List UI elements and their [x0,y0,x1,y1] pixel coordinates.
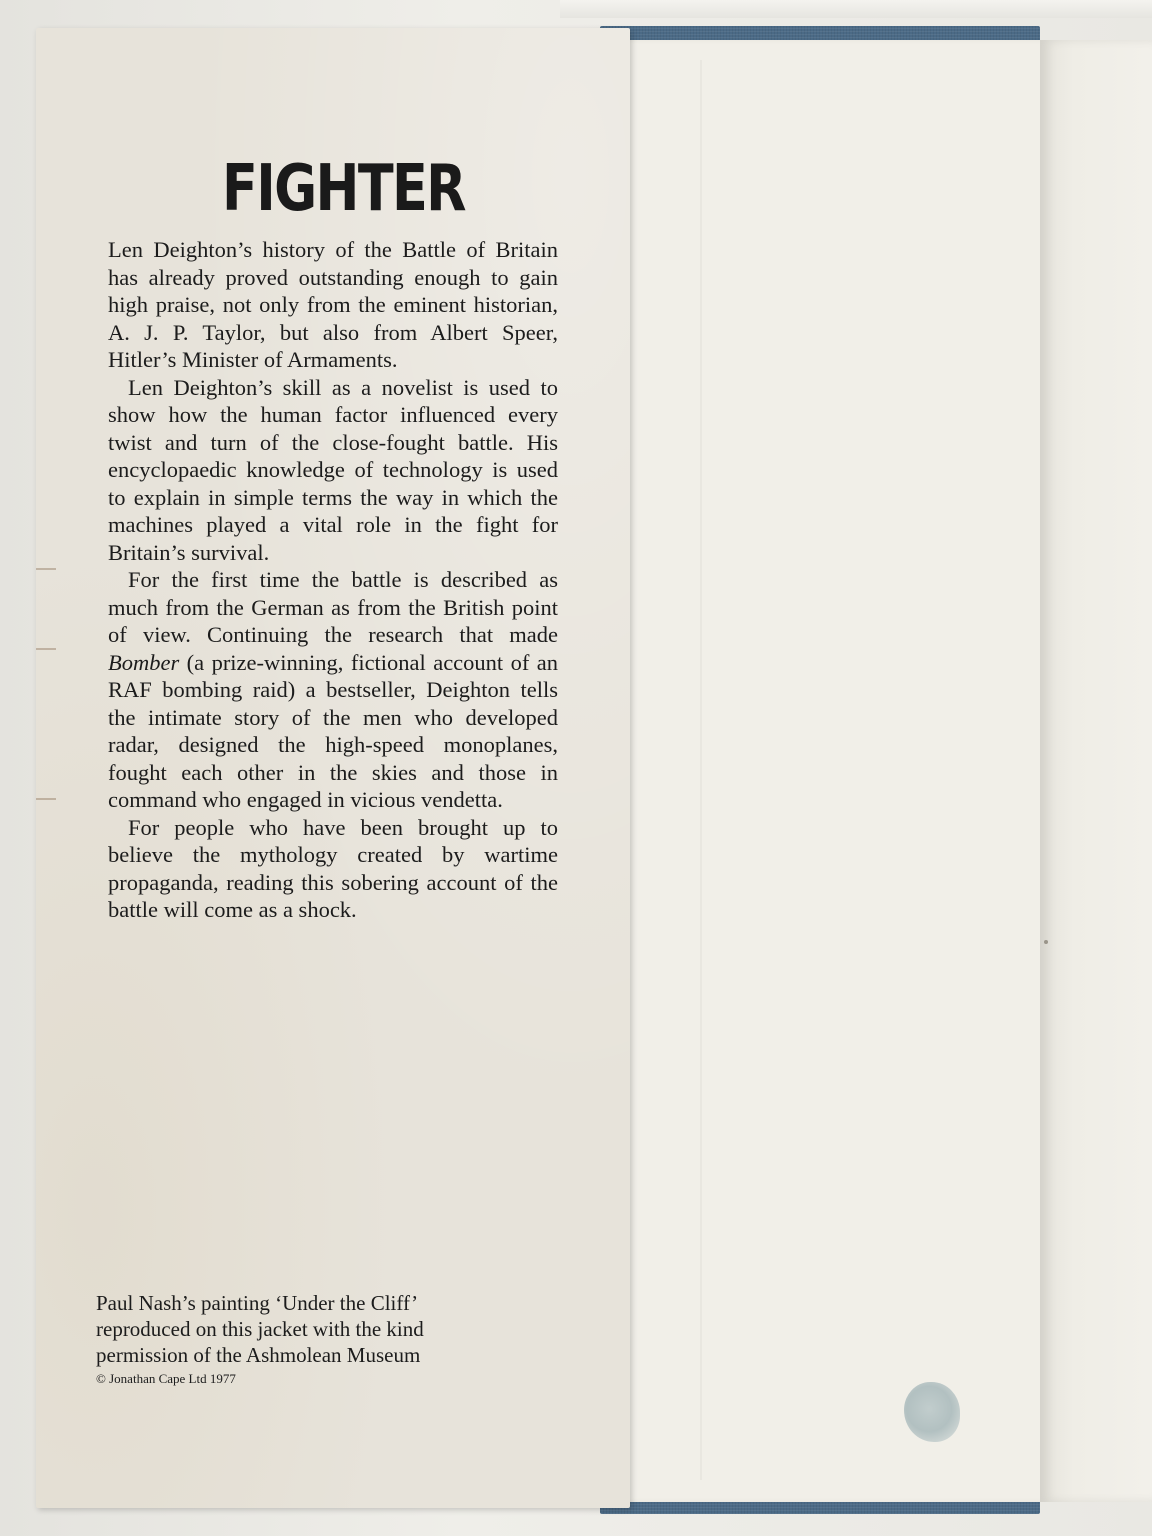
credit-line-1: Paul Nash’s painting ‘Under the Cliff’ [96,1291,419,1315]
blurb-paragraph-3-start: For the first time the battle is described as much from the German as from the British point of view. Continuing the research that made [108,567,558,647]
credit-line-2: reproduced on this jacket with the kind [96,1317,424,1341]
endpaper-crease [700,60,702,1480]
credit-line-3: permission of the Ashmolean Museum [96,1343,421,1367]
endpaper-page [628,40,1050,1502]
blurb-paragraph-3-end: (a prize-winning, fictional account of an RAF bombing raid) a bestseller, Deighton tells the intimate story of the men who developed radar, designed the high-speed monoplanes, fought each other in the skies and those in command who engaged in vicious vendetta. [108,649,558,812]
endpaper-hinge [1040,40,1152,1502]
foxing-spot [1044,940,1048,944]
flap-blurb [108,236,558,924]
blurb-paragraph-1: Len Deighton’s history of the Battle of Britain has already proved outstanding enough to gain high praise, not only from the eminent historian, A. J. P. Taylor, but also from Albert Speer, Hitler’s Minister of Armaments. [108,237,558,372]
flap-title: FIGHTER [222,152,465,226]
blurb-paragraph-2: Len Deighton’s skill as a novelist is used to show how the human factor influenced every twist and turn of the close-fought battle. His encyclopaedic knowledge of technology is used to explain in simple terms the way in which the machines played a vital role in the fight for Britain’s survival. [108,374,558,565]
water-stain [904,1382,960,1442]
flap-edge-wear [36,798,56,800]
flap-edge-wear [36,568,56,570]
copyright-notice: © Jonathan Cape Ltd 1977 [96,1371,236,1386]
flap-edge-wear [36,648,56,650]
book-title-bomber: Bomber [108,649,180,675]
blurb-paragraph-3 [108,566,558,814]
blurb-paragraph-4: For people who have been brought up to believe the mythology created by wartime propaganda, reading this sobering account of the battle will come as a shock. [108,814,558,922]
jacket-credits [96,1290,556,1390]
board-top-edge [560,0,1152,18]
